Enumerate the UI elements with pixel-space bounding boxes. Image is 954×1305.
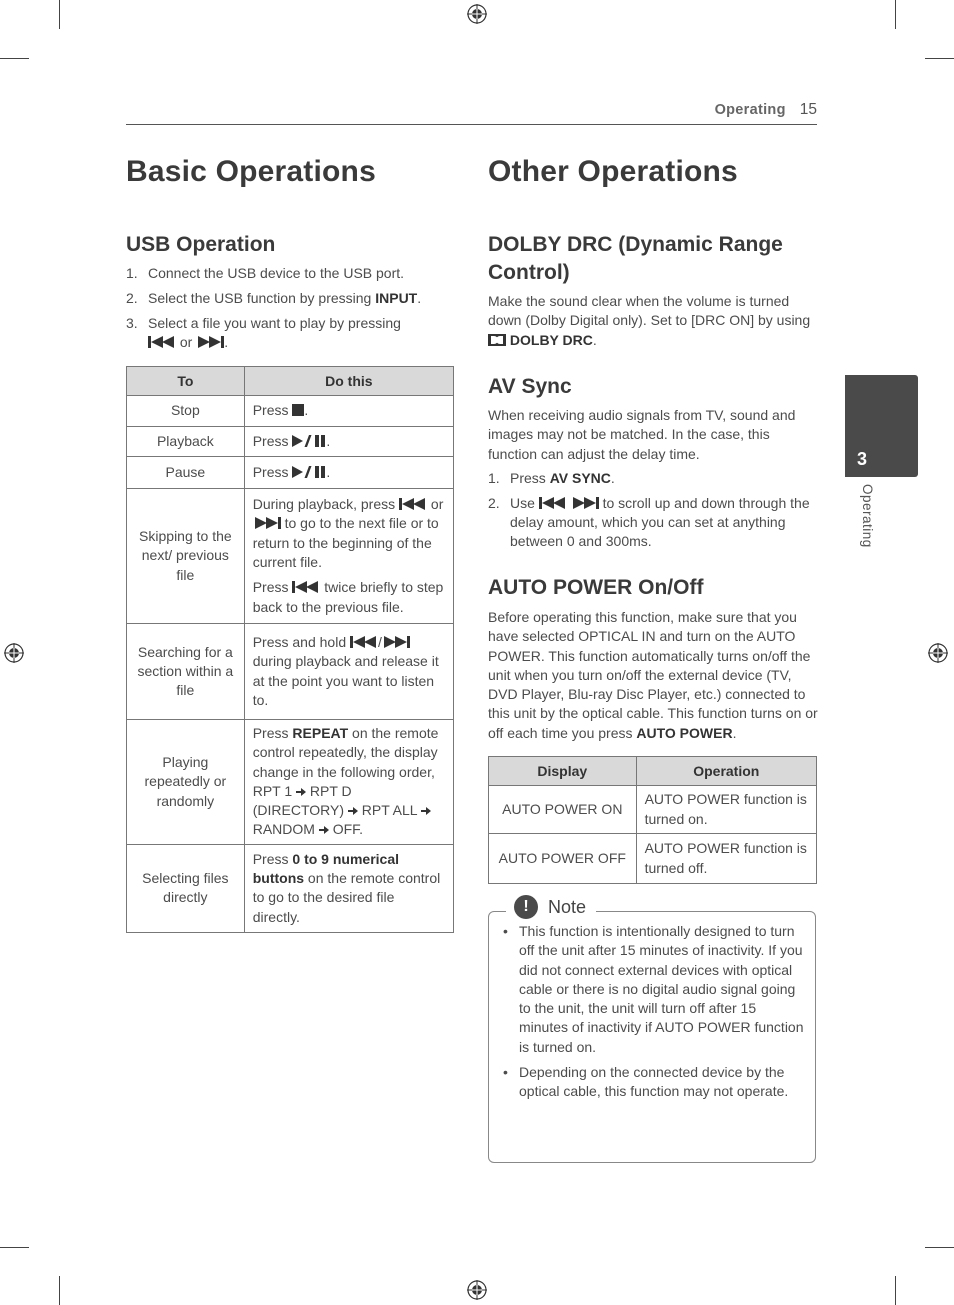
table-row (127, 720, 454, 845)
other-operations-title: Other Operations (488, 155, 738, 188)
table-header: Operation (636, 757, 816, 786)
dolby-drc-heading: DOLBY DRC (Dynamic Range Control) (488, 233, 783, 284)
table-cell: Press . (244, 396, 453, 427)
crop-mark (59, 1276, 60, 1305)
table-cell: AUTO POWER function is turned on. (636, 786, 816, 834)
table-cell: Pause (127, 457, 245, 489)
skip-next-icon (196, 336, 224, 348)
table-cell: Selecting files directly (127, 844, 245, 932)
table-cell: Playback (127, 427, 245, 457)
table-row (489, 786, 817, 834)
skip-previous-icon (292, 581, 320, 593)
registration-mark-icon (928, 643, 948, 663)
table-row (127, 489, 454, 624)
table-cell: Playing repeatedly or randomly (127, 720, 245, 845)
arrow-right-icon (319, 825, 329, 835)
table-cell: Stop (127, 396, 245, 427)
table-cell: During playback, press or to go to the next file or to return to the beginning of the current file. Press twice briefly to step back to the previous file. (244, 489, 453, 624)
list-item: 2. Select the USB function by pressing INPUT. (126, 289, 422, 306)
usb-steps-list (126, 264, 446, 358)
list-item: • This function is intentionally designed to turn off the unit after 15 minutes of inactivity. If you did not connect external devices with optical cable or there is no digital audio signal going to the unit, the unit will turn off after 15 minutes of inactivity if AUTO POWER function is turned on. (501, 922, 804, 1057)
table-cell: AUTO POWER function is turned off. (636, 834, 816, 884)
crop-mark (925, 58, 954, 59)
av-sync-body: When receiving audio signals from TV, sound and images may not be matched. In the case, this function can adjust the delay time. (488, 407, 796, 462)
skip-previous-icon (148, 336, 176, 348)
av-sync-steps-list (488, 469, 810, 557)
auto-power-table (488, 756, 817, 884)
table-row (127, 624, 454, 720)
crop-mark (895, 0, 896, 29)
table-cell: Press and hold / during playback and release it at the point you want to listen to. (244, 624, 453, 720)
table-row (127, 396, 454, 427)
table-row (127, 844, 454, 932)
crop-mark (0, 1247, 29, 1248)
table-cell: AUTO POWER OFF (489, 834, 637, 884)
table-cell: Searching for a section within a file (127, 624, 245, 720)
table-cell: Press 0 to 9 numerical buttons on the remote control to go to the desired file directly. (244, 844, 453, 932)
arrow-right-icon (348, 806, 358, 816)
table-cell: Press REPEAT on the remote control repeatedly, the display change in the following order, RPT 1 RPT D (DIRECTORY) RPT ALL RANDOM OFF. (244, 720, 453, 845)
running-head-section: Operating (714, 102, 786, 118)
arrow-right-icon (296, 787, 306, 797)
table-header: Display (489, 757, 637, 786)
auto-power-body: Before operating this function, make sure that you have selected OPTICAL IN and turn on the AUTO POWER. This function automatically turns on/off the unit when you turn on/off the external device (TV, DVD Player, Blu-ray Disc Player, etc.) connected to this unit by the optical cable. This function turns on or off each time you press AUTO POWER. (488, 609, 818, 741)
table-row (127, 427, 454, 457)
registration-mark-icon (4, 643, 24, 663)
note-header (506, 893, 596, 921)
crop-mark (925, 1247, 954, 1248)
registration-mark-icon (467, 4, 487, 24)
skip-previous-icon (350, 636, 378, 648)
list-item: 2. Use to scroll up and down through the delay amount, which you can set at anything between 0 and 300ms. (488, 494, 810, 550)
chapter-number: 3 (857, 449, 868, 469)
table-cell: Skipping to the next/ previous file (127, 489, 245, 624)
dolby-drc-body: Make the sound clear when the volume is turned down (Dolby Digital only). Set to [DRC ON] by using DOLBY DRC. (488, 293, 811, 348)
crop-mark (895, 1276, 896, 1305)
skip-next-icon (253, 517, 281, 529)
note-list (501, 922, 804, 1107)
skip-next-icon (571, 497, 599, 509)
list-item: 1. Connect the USB device to the USB port. (126, 265, 405, 281)
arrow-right-icon (421, 806, 431, 816)
list-item: • Depending on the connected device by the optical cable, this function may not operate. (501, 1063, 804, 1102)
running-head (600, 101, 817, 119)
dolby-icon (488, 334, 506, 346)
crop-mark (0, 58, 29, 59)
table-cell: Press . (244, 457, 453, 489)
skip-next-icon (382, 636, 410, 648)
table-cell: Press . (244, 427, 453, 457)
crop-mark (59, 0, 60, 29)
auto-power-heading: AUTO POWER On/Off (488, 576, 704, 599)
play-pause-icon (292, 435, 326, 447)
note-title: Note (548, 896, 587, 917)
table-header: To (127, 367, 245, 396)
header-rule (126, 124, 817, 125)
chapter-label: Operating (860, 484, 875, 548)
basic-operations-title: Basic Operations (126, 155, 376, 188)
table-cell: AUTO POWER ON (489, 786, 637, 834)
usb-operation-heading: USB Operation (126, 233, 276, 256)
play-pause-icon (292, 466, 326, 478)
list-item: 1. Press AV SYNC. (488, 470, 615, 486)
exclamation-icon: ! (514, 895, 538, 919)
usb-operations-table (126, 366, 454, 933)
chapter-tab (845, 375, 918, 477)
registration-mark-icon (467, 1280, 487, 1300)
table-header: Do this (244, 367, 453, 396)
table-row (127, 457, 454, 489)
av-sync-heading: AV Sync (488, 375, 572, 398)
skip-previous-icon (539, 497, 567, 509)
skip-previous-icon (399, 498, 427, 510)
table-row (489, 834, 817, 884)
stop-icon (292, 404, 304, 416)
page-number: 15 (799, 101, 817, 118)
list-item: 3. Select a file you want to play by pressing or . (126, 314, 401, 351)
